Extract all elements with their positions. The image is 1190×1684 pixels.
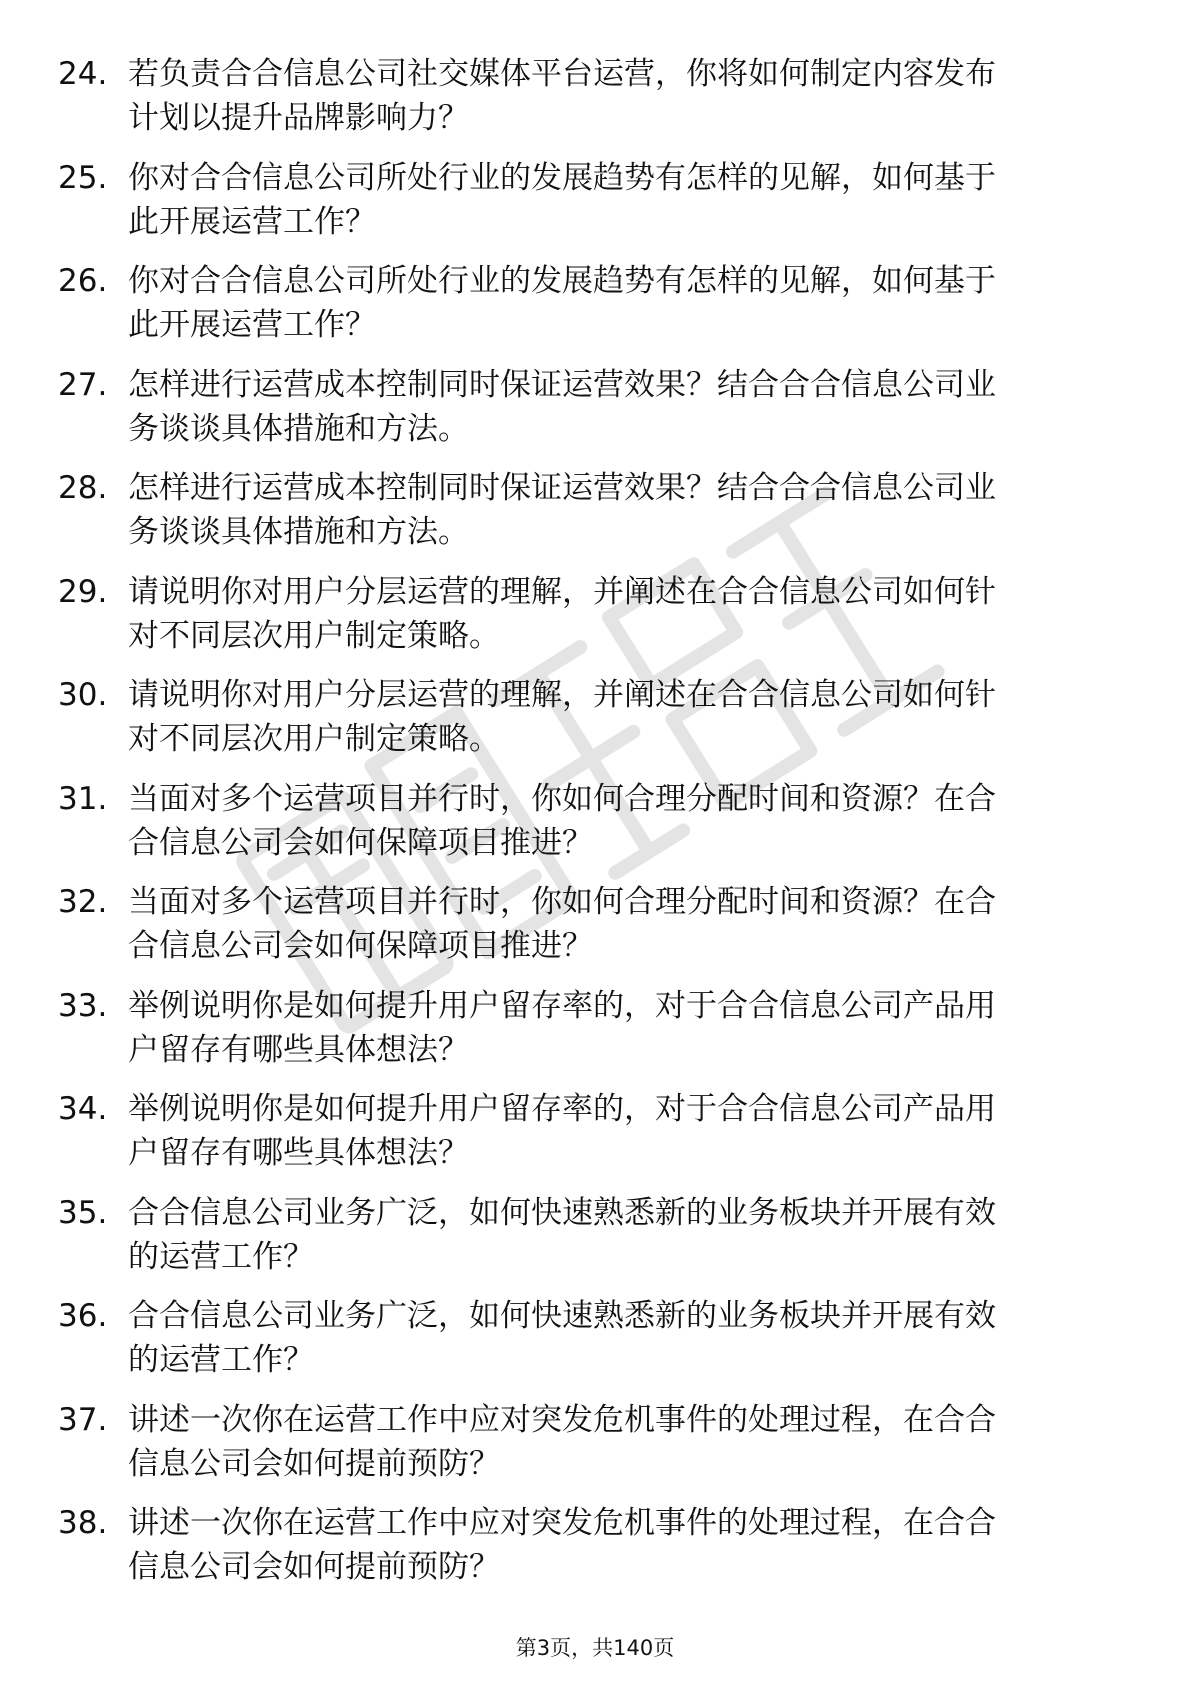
question-line: 信息公司会如何提前预防？ <box>128 1549 500 1585</box>
question-item <box>58 777 1128 881</box>
question-text <box>128 363 1128 451</box>
question-line: 务谈谈具体措施和方法。 <box>128 514 469 550</box>
question-line: 当面对多个运营项目并行时，你如何合理分配时间和资源？在合 <box>128 884 996 920</box>
question-line: 户留存有哪些具体想法？ <box>128 1031 469 1068</box>
question-line: 计划以提升品牌影响力？ <box>128 100 469 136</box>
question-item <box>58 673 1128 777</box>
question-line: 怎样进行运营成本控制同时保证运营效果？结合合合信息公司业 <box>128 366 996 403</box>
question-item <box>58 1294 1128 1398</box>
question-line: 合信息公司会如何保障项目推进？ <box>128 824 593 861</box>
question-line: 若负责合合信息公司社交媒体平台运营，你将如何制定内容发布 <box>128 56 996 92</box>
question-line: 举例说明你是如何提升用户留存率的，对于合合信息公司产品用 <box>128 987 996 1024</box>
question-text <box>128 1087 1128 1175</box>
question-item <box>58 984 1128 1088</box>
question-line: 户留存有哪些具体想法？ <box>128 1135 469 1171</box>
question-line: 怎样进行运营成本控制同时保证运营效果？结合合合信息公司业 <box>128 470 996 506</box>
question-number: 29. <box>58 573 108 610</box>
question-text <box>128 673 1128 761</box>
question-number: 27. <box>58 366 108 403</box>
question-number: 24. <box>58 56 108 92</box>
question-text <box>128 466 1128 554</box>
question-line: 务谈谈具体措施和方法。 <box>128 410 469 447</box>
page-footer <box>0 1634 1190 1662</box>
question-number: 36. <box>58 1298 108 1334</box>
question-number: 30. <box>58 677 108 713</box>
question-line: 请说明你对用户分层运营的理解，并阐述在合合信息公司如何针 <box>128 677 996 713</box>
question-line: 举例说明你是如何提升用户留存率的，对于合合信息公司产品用 <box>128 1091 996 1127</box>
question-line: 对不同层次用户制定策略。 <box>128 617 500 654</box>
question-item <box>58 1087 1128 1191</box>
question-text <box>128 1191 1128 1279</box>
question-text <box>128 259 1128 347</box>
question-line: 合信息公司会如何保障项目推进？ <box>128 928 593 964</box>
question-number: 33. <box>58 987 108 1024</box>
question-item <box>58 52 1128 156</box>
question-number: 28. <box>58 470 108 506</box>
question-line: 请说明你对用户分层运营的理解，并阐述在合合信息公司如何针 <box>128 573 996 610</box>
question-text <box>128 52 1128 140</box>
question-item <box>58 880 1128 984</box>
question-line: 讲述一次你在运营工作中应对突发危机事件的处理过程，在合合 <box>128 1401 996 1438</box>
question-item <box>58 156 1128 260</box>
question-number: 37. <box>58 1401 108 1438</box>
question-line: 的运营工作？ <box>128 1342 314 1378</box>
question-text <box>128 984 1128 1072</box>
question-text <box>128 1294 1128 1382</box>
page-number-label: 第3页，共140页 <box>515 1636 675 1660</box>
question-item <box>58 1398 1128 1502</box>
question-item <box>58 259 1128 363</box>
question-number: 31. <box>58 780 108 817</box>
question-number: 34. <box>58 1091 108 1127</box>
question-number: 25. <box>58 159 108 196</box>
question-line: 你对合合信息公司所处行业的发展趋势有怎样的见解，如何基于 <box>128 159 996 196</box>
question-text <box>128 880 1128 968</box>
question-item <box>58 1191 1128 1295</box>
question-line: 此开展运营工作？ <box>128 203 376 240</box>
question-text <box>128 156 1128 244</box>
question-item <box>58 363 1128 467</box>
question-line: 信息公司会如何提前预防？ <box>128 1445 500 1482</box>
question-line: 合合信息公司业务广泛，如何快速熟悉新的业务板块并开展有效 <box>128 1194 996 1231</box>
question-number: 38. <box>58 1505 108 1541</box>
question-text <box>128 1398 1128 1486</box>
question-item <box>58 570 1128 674</box>
question-line: 对不同层次用户制定策略。 <box>128 721 500 757</box>
question-line: 合合信息公司业务广泛，如何快速熟悉新的业务板块并开展有效 <box>128 1298 996 1334</box>
question-item <box>58 1501 1128 1605</box>
question-line: 的运营工作？ <box>128 1238 314 1275</box>
question-list <box>58 52 1128 1605</box>
question-item <box>58 466 1128 570</box>
question-line: 你对合合信息公司所处行业的发展趋势有怎样的见解，如何基于 <box>128 263 996 299</box>
question-text <box>128 570 1128 658</box>
question-number: 26. <box>58 263 108 299</box>
question-number: 35. <box>58 1194 108 1231</box>
question-text <box>128 777 1128 865</box>
question-number: 32. <box>58 884 108 920</box>
question-line: 当面对多个运营项目并行时，你如何合理分配时间和资源？在合 <box>128 780 996 817</box>
question-line: 讲述一次你在运营工作中应对突发危机事件的处理过程，在合合 <box>128 1505 996 1541</box>
question-text <box>128 1501 1128 1589</box>
question-line: 此开展运营工作？ <box>128 307 376 343</box>
